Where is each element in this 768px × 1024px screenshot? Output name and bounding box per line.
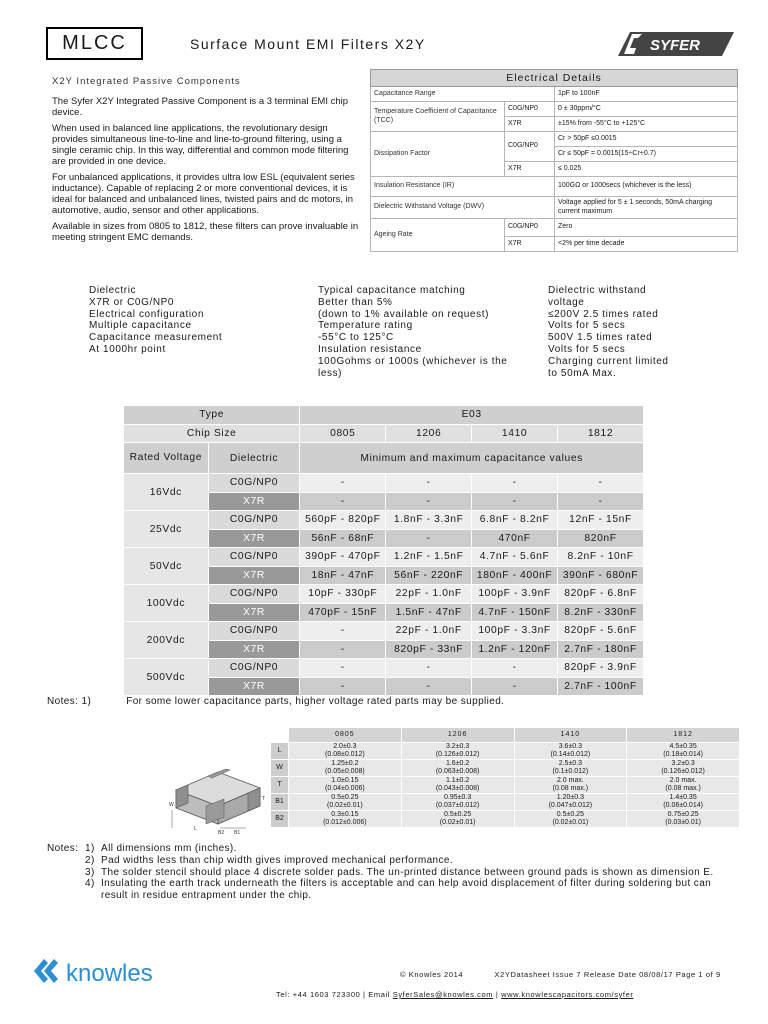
dimension-value-cell (289, 794, 402, 811)
capacitance-value-cell: 820pF - 5.6nF (558, 622, 644, 641)
dimension-mm: 0.5±0.25 (556, 811, 584, 819)
specs-column-3 (548, 285, 669, 379)
capacitance-value-cell: - (472, 474, 558, 493)
spec-line: (down to 1% available on request) (318, 308, 490, 320)
note-label: Notes: 1) (47, 696, 92, 707)
spec-line: -55°C to 125°C (318, 332, 394, 344)
issue-info: X2YDatasheet Issue 7 Release Date 08/08/17 Page 1 of 9 (494, 970, 721, 979)
capacitance-value-cell: - (386, 677, 472, 696)
dimension-mm: 3.2±0.3 (671, 760, 695, 768)
capacitance-row (124, 511, 644, 530)
email-link[interactable]: SyferSales@knowles.com (392, 990, 494, 999)
intro-paragraph: The Syfer X2Y Integrated Passive Component is a 3 terminal EMI chip device. (52, 96, 349, 118)
ageing-c0g-value: Zero (555, 219, 738, 237)
copyright: © Knowles 2014 (400, 970, 464, 979)
capacitance-value-cell: 1.5nF - 47nF (386, 603, 472, 622)
ageing-label: Ageing Rate (371, 219, 505, 252)
note-number: 3) (85, 866, 95, 878)
dimension-mm: 1.0±0.15 (331, 777, 359, 785)
capacitance-value-cell: 18nF - 47nF (300, 566, 386, 585)
capacitance-value-cell: 6.8nF - 8.2nF (472, 511, 558, 530)
capacitance-value-cell: 820pF - 6.8nF (558, 585, 644, 604)
dimension-mm: 1.1±0.2 (445, 777, 470, 785)
capacitance-value-cell: - (386, 474, 472, 493)
intro-paragraph: Available in sizes from 0805 to 1812, these filters can prove invaluable in meeting stringent EMC demands. (52, 221, 359, 243)
mlcc-badge: MLCC (46, 27, 143, 60)
spec-line: X7R or C0G/NP0 (89, 296, 175, 308)
dimension-label: W (271, 760, 289, 777)
capacitance-value-cell: 820pF - 3.9nF (558, 659, 644, 678)
spec-line: Better than 5% (318, 296, 393, 308)
dielectric-cell: X7R (208, 529, 300, 548)
capacitance-range-value: 1pF to 100nF (555, 87, 738, 102)
dimension-value-cell (627, 794, 740, 811)
dimension-mm: 0.3±0.15 (331, 811, 359, 819)
dimension-inch: (0.06±0.014) (663, 802, 703, 809)
dimension-mm: 0.5±0.25 (444, 811, 472, 819)
dielectric-cell: X7R (208, 603, 300, 622)
footer-contact-line (276, 990, 633, 999)
note-text: The solder stencil should place 4 discrete solder pads. The un-printed distance between ground pads is shown as dimension E. (101, 866, 714, 878)
knowles-wordmark: knowles (66, 960, 153, 987)
dim-size-1206: 1206 (401, 728, 514, 743)
capacitance-value-cell: 470nF (472, 529, 558, 548)
dielectric-header: Dielectric (208, 443, 300, 474)
dimension-mm: 2.0±0.3 (333, 743, 357, 751)
dimension-value-cell (514, 777, 627, 794)
df-c0g-value-2: Cr ≤ 50pF = 0.0015(15÷Cr+0.7) (555, 147, 738, 162)
dimension-inch: (0.02±0.01) (552, 819, 589, 826)
dimension-inch: (0.14±0.012) (550, 751, 591, 758)
capacitance-row (124, 622, 644, 641)
dimension-value-cell (289, 743, 402, 760)
capacitance-value-cell: 390pF - 470pF (300, 548, 386, 567)
capacitance-value-cell: - (558, 474, 644, 493)
dimension-value-cell (289, 760, 402, 777)
capacitance-value-cell: 390nF - 680nF (558, 566, 644, 585)
rated-voltage-cell: 200Vdc (124, 622, 209, 659)
tcc-x7r: X7R (505, 117, 555, 132)
intro-paragraph: For unbalanced applications, it provides ultra low ESL (equivalent series inductance). Capable of replacing 2 or more conventional devices, it is ideal for balanced and unbalanced lines, twisted pairs and dc motors, in automotive, audio, sensor and other applications. (52, 172, 355, 216)
contact-prefix: Tel: +44 1603 723300 | Email (276, 990, 391, 999)
capacitance-value-cell: - (300, 677, 386, 696)
dimension-value-cell (627, 760, 740, 777)
capacitance-value-cell: 100pF - 3.9nF (472, 585, 558, 604)
capacitance-value-cell: - (300, 474, 386, 493)
dimension-value-cell (401, 777, 514, 794)
dimension-mm: 0.95±0.3 (444, 794, 472, 802)
spec-line: Typical capacitance matching (318, 285, 466, 296)
dimension-row (271, 811, 740, 828)
dimension-inch: (0.012±0.006) (323, 819, 367, 826)
dimension-mm: 2.0 max. (669, 777, 697, 785)
dimension-label: L (271, 743, 289, 760)
dimension-inch: (0.18±0.014) (663, 751, 703, 758)
minmax-header: Minimum and maximum capacitance values (300, 443, 644, 474)
capacitance-value-cell: 56nF - 220nF (386, 566, 472, 585)
chip-size-0805: 0805 (300, 424, 386, 443)
website-link[interactable]: www.knowlescapacitors.com/syfer (501, 990, 634, 999)
spec-line: At 1000hr point (89, 343, 166, 355)
note-number: 2) (85, 854, 95, 866)
dimension-value-cell (289, 811, 402, 828)
capacitance-row (124, 585, 644, 604)
capacitance-value-cell: 8.2nF - 330nF (558, 603, 644, 622)
dimension-inch: (0.04±0.006) (325, 785, 365, 792)
dimension-inch: (0.08 max.) (552, 785, 589, 792)
capacitance-value-cell: - (300, 659, 386, 678)
capacitance-value-cell: 1.8nF - 3.3nF (386, 511, 472, 530)
dielectric-cell: C0G/NP0 (208, 622, 300, 641)
dielectric-cell: X7R (208, 677, 300, 696)
rated-voltage-cell: 500Vdc (124, 659, 209, 696)
chip-size-1812: 1812 (558, 424, 644, 443)
capacitance-row (124, 474, 644, 493)
capacitance-value-cell: 2.7nF - 180nF (558, 640, 644, 659)
dimension-mm: 0.5±0.25 (331, 794, 359, 802)
note-number: 1) (85, 843, 95, 854)
dimension-mm: 2.0 max. (556, 777, 584, 785)
spec-line: Multiple capacitance (89, 320, 192, 332)
tcc-x7r-value: ±15% from -55°C to +125°C (555, 117, 738, 132)
capacitance-value-cell: 560pF - 820pF (300, 511, 386, 530)
dimension-inch: (0.043±0.008) (435, 785, 480, 792)
dimensions-table (270, 727, 740, 828)
df-c0g-value-1: Cr > 50pF ≤0.0015 (555, 132, 738, 147)
capacitance-value-cell: 180nF - 400nF (472, 566, 558, 585)
capacitance-value-cell: - (472, 492, 558, 511)
chip-dimension-drawing (168, 748, 268, 834)
spec-line: Dielectric withstand (548, 285, 647, 296)
dielectric-cell: C0G/NP0 (208, 474, 300, 493)
capacitance-value-cell: 22pF - 1.0nF (386, 585, 472, 604)
capacitance-value-cell: 8.2nF - 10nF (558, 548, 644, 567)
ir-value: 100GΩ or 1000secs (whichever is the less) (555, 177, 738, 197)
dimension-inch: (0.063±0.008) (435, 768, 480, 775)
dimension-label: T (271, 777, 289, 794)
dielectric-cell: C0G/NP0 (208, 548, 300, 567)
dim-label-l: L (194, 826, 197, 832)
dimension-inch: (0.08 max.) (665, 785, 701, 792)
capacitance-value-cell: 1.2nF - 120nF (472, 640, 558, 659)
dimension-mm: 1.4±0.35 (669, 794, 697, 802)
chip-size-1410: 1410 (472, 424, 558, 443)
knowles-logo (30, 955, 200, 1003)
dim-size-0805: 0805 (289, 728, 402, 743)
capacitance-value-cell: 56nF - 68nF (300, 529, 386, 548)
dimension-mm: 1.6±0.2 (445, 760, 470, 768)
dimension-inch: (0.02±0.01) (326, 802, 363, 809)
tcc-c0g: C0G/NP0 (505, 102, 555, 117)
capacitance-value-cell: 10pF - 330pF (300, 585, 386, 604)
capacitance-value-cell: 22pF - 1.0nF (386, 622, 472, 641)
dimension-inch: (0.126±0.012) (661, 768, 705, 775)
spec-line: Volts for 5 secs (548, 343, 626, 355)
rated-voltage-header: Rated Voltage (124, 443, 209, 474)
tcc-c0g-value: 0 ± 30ppm/°C (555, 102, 738, 117)
spec-line: 100Gohms or 1000s (whichever is the (318, 355, 508, 367)
spec-line: voltage (548, 296, 585, 308)
type-value: E03 (300, 406, 644, 425)
footer-separator: | (495, 990, 499, 999)
dimension-value-cell (401, 811, 514, 828)
dimension-inch: (0.047±0.012) (548, 802, 593, 809)
capacitance-value-cell: 1.2nF - 1.5nF (386, 548, 472, 567)
dielectric-cell: C0G/NP0 (208, 511, 300, 530)
capacitance-value-cell: - (472, 659, 558, 678)
dielectric-cell: C0G/NP0 (208, 585, 300, 604)
notes-list (47, 843, 741, 902)
capacitance-value-cell: 4.7nF - 5.6nF (472, 548, 558, 567)
dim-label-t: T (262, 796, 266, 802)
dimension-row (271, 743, 740, 760)
dimension-mm: 3.2±0.3 (445, 743, 470, 751)
brand-name: SYFER (650, 37, 701, 54)
capacitance-value-cell: - (558, 492, 644, 511)
dim-label-b2: B2 (218, 830, 225, 834)
dimension-value-cell (627, 777, 740, 794)
chip-size-label: Chip Size (124, 424, 300, 443)
dimension-value-cell (514, 794, 627, 811)
electrical-details-title: Electrical Details (371, 70, 738, 87)
spec-line: Electrical configuration (89, 308, 205, 320)
dimension-value-cell (401, 760, 514, 777)
dimension-mm: 1.25±0.2 (331, 760, 359, 768)
capacitance-table (123, 405, 644, 696)
dimension-mm: 0.75±0.25 (667, 811, 699, 819)
spec-line: Charging current limited (548, 355, 669, 367)
capacitance-value-cell: 4.7nF - 150nF (472, 603, 558, 622)
dimension-inch: (0.03±0.01) (665, 819, 701, 826)
dimension-value-cell (289, 777, 402, 794)
spec-line: Volts for 5 secs (548, 320, 626, 332)
dimension-inch: (0.1±0.012) (552, 768, 589, 775)
dim-label-b1: B1 (234, 830, 241, 834)
intro-heading: X2Y Integrated Passive Components (52, 76, 241, 87)
ageing-c0g: C0G/NP0 (505, 219, 555, 237)
capacitance-value-cell: 2.7nF - 100nF (558, 677, 644, 696)
note-text: All dimensions mm (inches). (101, 843, 237, 854)
dim-label-w: W (169, 802, 174, 808)
dimension-mm: 4.5±0.35 (669, 743, 697, 751)
ageing-x7r-value: <2% per time decade (555, 237, 738, 252)
rated-voltage-cell: 100Vdc (124, 585, 209, 622)
syfer-logo (616, 30, 734, 58)
spec-line: 500V 1.5 times rated (548, 332, 653, 344)
dimension-value-cell (514, 811, 627, 828)
capacitance-value-cell: - (300, 492, 386, 511)
dimension-inch: (0.126±0.012) (435, 751, 480, 758)
df-x7r: X7R (505, 162, 555, 177)
note-text: For some lower capacitance parts, higher voltage rated parts may be supplied. (126, 696, 505, 707)
capacitance-value-cell: - (300, 622, 386, 641)
intro-paragraph: When used in balanced line applications, the revolutionary design provides simultaneous line-to-line and line-to-ground filtering, using a single ceramic chip. In this way, differential and common mode filtering are provided in one device. (52, 123, 349, 167)
spec-line: less) (318, 367, 343, 379)
dielectric-cell: X7R (208, 640, 300, 659)
dielectric-cell: X7R (208, 492, 300, 511)
rated-voltage-cell: 16Vdc (124, 474, 209, 511)
electrical-details-table (370, 69, 738, 252)
tcc-label: Temperature Coefficient of Capacitance (TCC) (371, 102, 505, 132)
dimension-inch: (0.037±0.012) (435, 802, 480, 809)
specs-column-1 (89, 285, 222, 356)
capacitance-value-cell: 820nF (558, 529, 644, 548)
capacitance-value-cell: - (300, 640, 386, 659)
capacitance-row (124, 548, 644, 567)
note-text: Pad widths less than chip width gives improved mechanical performance. (101, 854, 454, 866)
chip-size-1206: 1206 (386, 424, 472, 443)
dimension-value-cell (627, 743, 740, 760)
intro-section (52, 76, 362, 248)
type-label: Type (124, 406, 300, 425)
capacitance-value-cell: 12nF - 15nF (558, 511, 644, 530)
capacitance-row (124, 659, 644, 678)
note-text: Insulating the earth track underneath the filters is acceptable and can help avoid displacement of filter during soldering but can result in residue entrapment under the chip. (101, 878, 712, 902)
capacitance-value-cell: 470pF - 15nF (300, 603, 386, 622)
capacitance-range-label: Capacitance Range (371, 87, 555, 102)
dimension-value-cell (514, 760, 627, 777)
dimension-label: B2 (271, 811, 289, 828)
note-number: 4) (85, 878, 95, 890)
dimension-inch: (0.08±0.012) (325, 751, 365, 758)
dielectric-cell: C0G/NP0 (208, 659, 300, 678)
dim-size-1812: 1812 (627, 728, 740, 743)
spec-line: ≤200V 2.5 times rated (548, 308, 659, 320)
spec-line: to 50mA Max. (548, 367, 617, 379)
spec-line: Capacitance measurement (89, 332, 223, 344)
df-x7r-value: ≤ 0.025 (555, 162, 738, 177)
ir-label: Insulation Resistance (IR) (371, 177, 555, 197)
capacitance-value-cell: - (386, 492, 472, 511)
dim-size-1410: 1410 (514, 728, 627, 743)
rated-voltage-cell: 25Vdc (124, 511, 209, 548)
notes-label: Notes: (47, 843, 79, 854)
ageing-x7r: X7R (505, 237, 555, 252)
dimension-value-cell (627, 811, 740, 828)
dwv-label: Dielectric Withstand Voltage (DWV) (371, 197, 555, 219)
dimension-row (271, 777, 740, 794)
spec-line: Dielectric (89, 285, 137, 296)
dimension-mm: 2.5±0.3 (558, 760, 583, 768)
footer-issue-line (400, 970, 721, 979)
capacitance-value-cell: - (386, 529, 472, 548)
capacitance-value-cell: 100pF - 3.3nF (472, 622, 558, 641)
df-c0g: C0G/NP0 (505, 132, 555, 162)
dimension-row (271, 760, 740, 777)
rated-voltage-cell: 50Vdc (124, 548, 209, 585)
page-title: Surface Mount EMI Filters X2Y (190, 36, 426, 52)
capacitance-value-cell: - (472, 677, 558, 696)
dimension-mm: 3.6±0.3 (558, 743, 583, 751)
dimension-value-cell (514, 743, 627, 760)
specs-column-2 (318, 285, 507, 379)
dimension-value-cell (401, 743, 514, 760)
capacitance-value-cell: - (386, 659, 472, 678)
dimension-inch: (0.05±0.008) (325, 768, 365, 775)
capacitance-value-cell: 820pF - 33nF (386, 640, 472, 659)
note-1 (47, 696, 504, 707)
spec-line: Insulation resistance (318, 343, 422, 355)
dielectric-cell: X7R (208, 566, 300, 585)
dimension-row (271, 794, 740, 811)
df-label: Dissipation Factor (371, 132, 505, 177)
spec-line: Temperature rating (318, 320, 413, 332)
dimension-mm: 1.20±0.3 (556, 794, 584, 802)
dwv-value: Voltage applied for 5 ± 1 seconds, 50mA charging current maximum (555, 197, 738, 219)
dimension-inch: (0.02±0.01) (439, 819, 476, 826)
dimension-label: B1 (271, 794, 289, 811)
dimension-value-cell (401, 794, 514, 811)
